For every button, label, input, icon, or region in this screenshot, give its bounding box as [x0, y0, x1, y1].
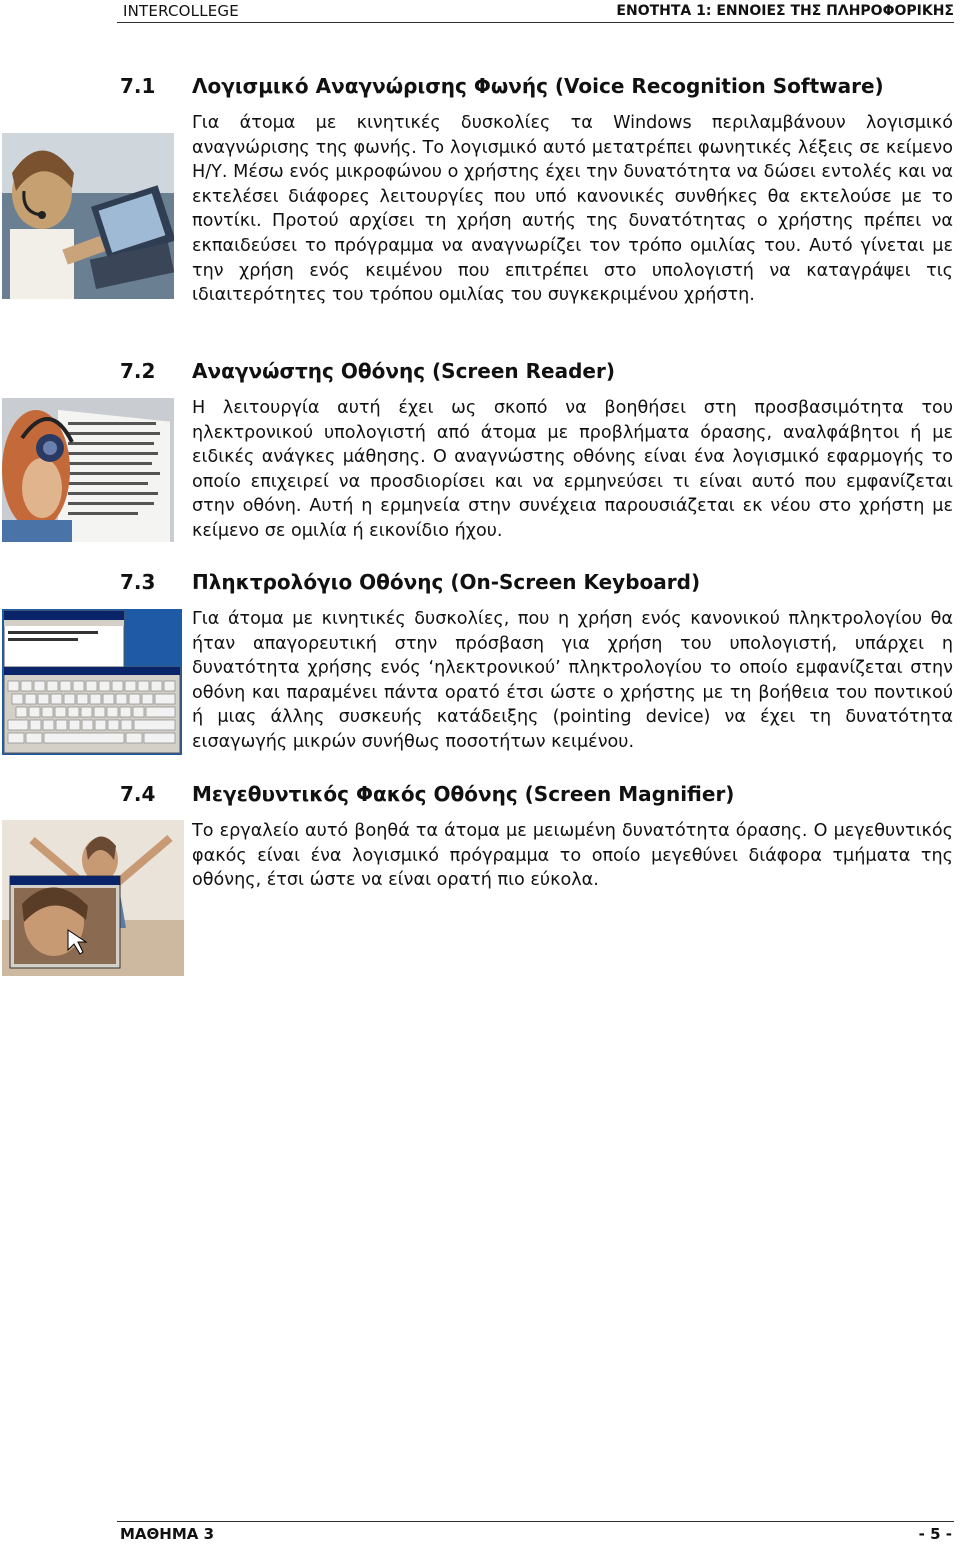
footer-lesson: ΜΑΘΗΜΑ 3 [120, 1525, 215, 1543]
section-text: Η λειτουργία αυτή έχει ως σκοπό να βοηθήσει στη προσβασιμότητα του ηλεκτρονικού υπολογιστή από άτομα με προβλήματα όρασης, αναλφάβητοι ή με ειδικές ανάγκες μάθησης. Ο αναγνώστης οθόνης είναι ένα λογισμικό εφαρμογής το οποίο επιχειρεί να προσδιορίσει και να ερμηνεύσει τι είναι αυτό που εμφανίζεται στην οθόνη. Αυτή η ερμηνεία στην συνέχεια παρουσιάζεται εκ νέου στο χρήστη με κείμενο σε ομιλία ή εικονίδιο ήχου. [192, 398, 953, 541]
screen-magnifier-photo [2, 820, 184, 976]
section-title: Λογισμικό Αναγνώρισης Φωνής (Voice Recognition Software) [192, 74, 884, 98]
section-number: 7.3 [120, 570, 156, 594]
section-number: 7.4 [120, 782, 156, 806]
page-number: - 5 - [918, 1525, 952, 1543]
section-title: Μεγεθυντικός Φακός Οθόνης (Screen Magnifier) [192, 782, 735, 806]
page-footer [117, 1521, 954, 1542]
screen-reader-photo [2, 398, 174, 542]
page-header [117, 0, 954, 23]
section-title: Πληκτρολόγιο Οθόνης (On-Screen Keyboard) [192, 570, 701, 594]
section-text: Για άτομα με κινητικές δυσκολίες, που η χρήση ενός κανονικού πληκτρολογίου θα ήταν απαγορευτική στην πρόσβαση για χρήση του υπολογιστή, υπάρχει η δυνατότητα χρήσης ενός ‘ηλεκτρονικού’ πληκτρολογίου το οποίο εμφανίζεται στην οθόνη και παραμένει πάντα ορατό έτσι ώστε ο χρήστης με τη βοήθεια του ποντικού ή μιας άλλης συσκευής κατάδειξης (pointing device) να έχει τη δυνατότητα εισαγωγής μικρών συνήθως ποσοτήτων κειμένου. [192, 609, 953, 752]
header-institution: INTERCOLLEGE [123, 2, 239, 20]
section-text: Το εργαλείο αυτό βοηθά τα άτομα με μειωμένη δυνατότητα όρασης. Ο μεγεθυντικός φακός είναι ένα λογισμικό πρόγραμμα το οποίο μεγεθύνει διάφορα τμήματα της οθόνης, έτσι ώστε να είναι ορατή πιο εύκολα. [192, 821, 953, 891]
section-text: Για άτομα με κινητικές δυσκολίες τα Windows περιλαμβάνουν λογισμικό αναγνώρισης της φωνής. Το λογισμικό αυτό μετατρέπει φωνητικές λέξεις σε κείμενο Η/Υ. Μέσω ενός μικροφώνου ο χρήστης έχει την δυνατότητα να δώσει εντολές και να εκτελέσει διάφορες λειτουργίες που υπό κανονικές συνθήκες θα εκτελούσε με το ποντίκι. Προτού αρχίσει τη χρήση αυτής της δυνατότητας ο χρήστης πρέπει να εκπαιδεύσει το πρόγραμμα να αναγνωρίζει τον τρόπο ομιλίας του. Αυτό γίνεται με την χρήση ενός κειμένου που επιτρέπει στο υπολογιστή να καταγράψει τις ιδιαιτερότητες του τρόπου ομιλίας του συγκεκριμένου χρήστη. [192, 113, 953, 306]
on-screen-keyboard-screenshot [2, 609, 182, 755]
section-number: 7.2 [120, 359, 156, 383]
section-title: Αναγνώστης Οθόνης (Screen Reader) [192, 359, 615, 383]
voice-recognition-photo [2, 133, 174, 299]
header-unit-title: ΕΝΟΤΗΤΑ 1: ΕΝΝΟΙΕΣ ΤΗΣ ΠΛΗΡΟΦΟΡΙΚΗΣ [616, 3, 954, 19]
section-number: 7.1 [120, 74, 156, 98]
